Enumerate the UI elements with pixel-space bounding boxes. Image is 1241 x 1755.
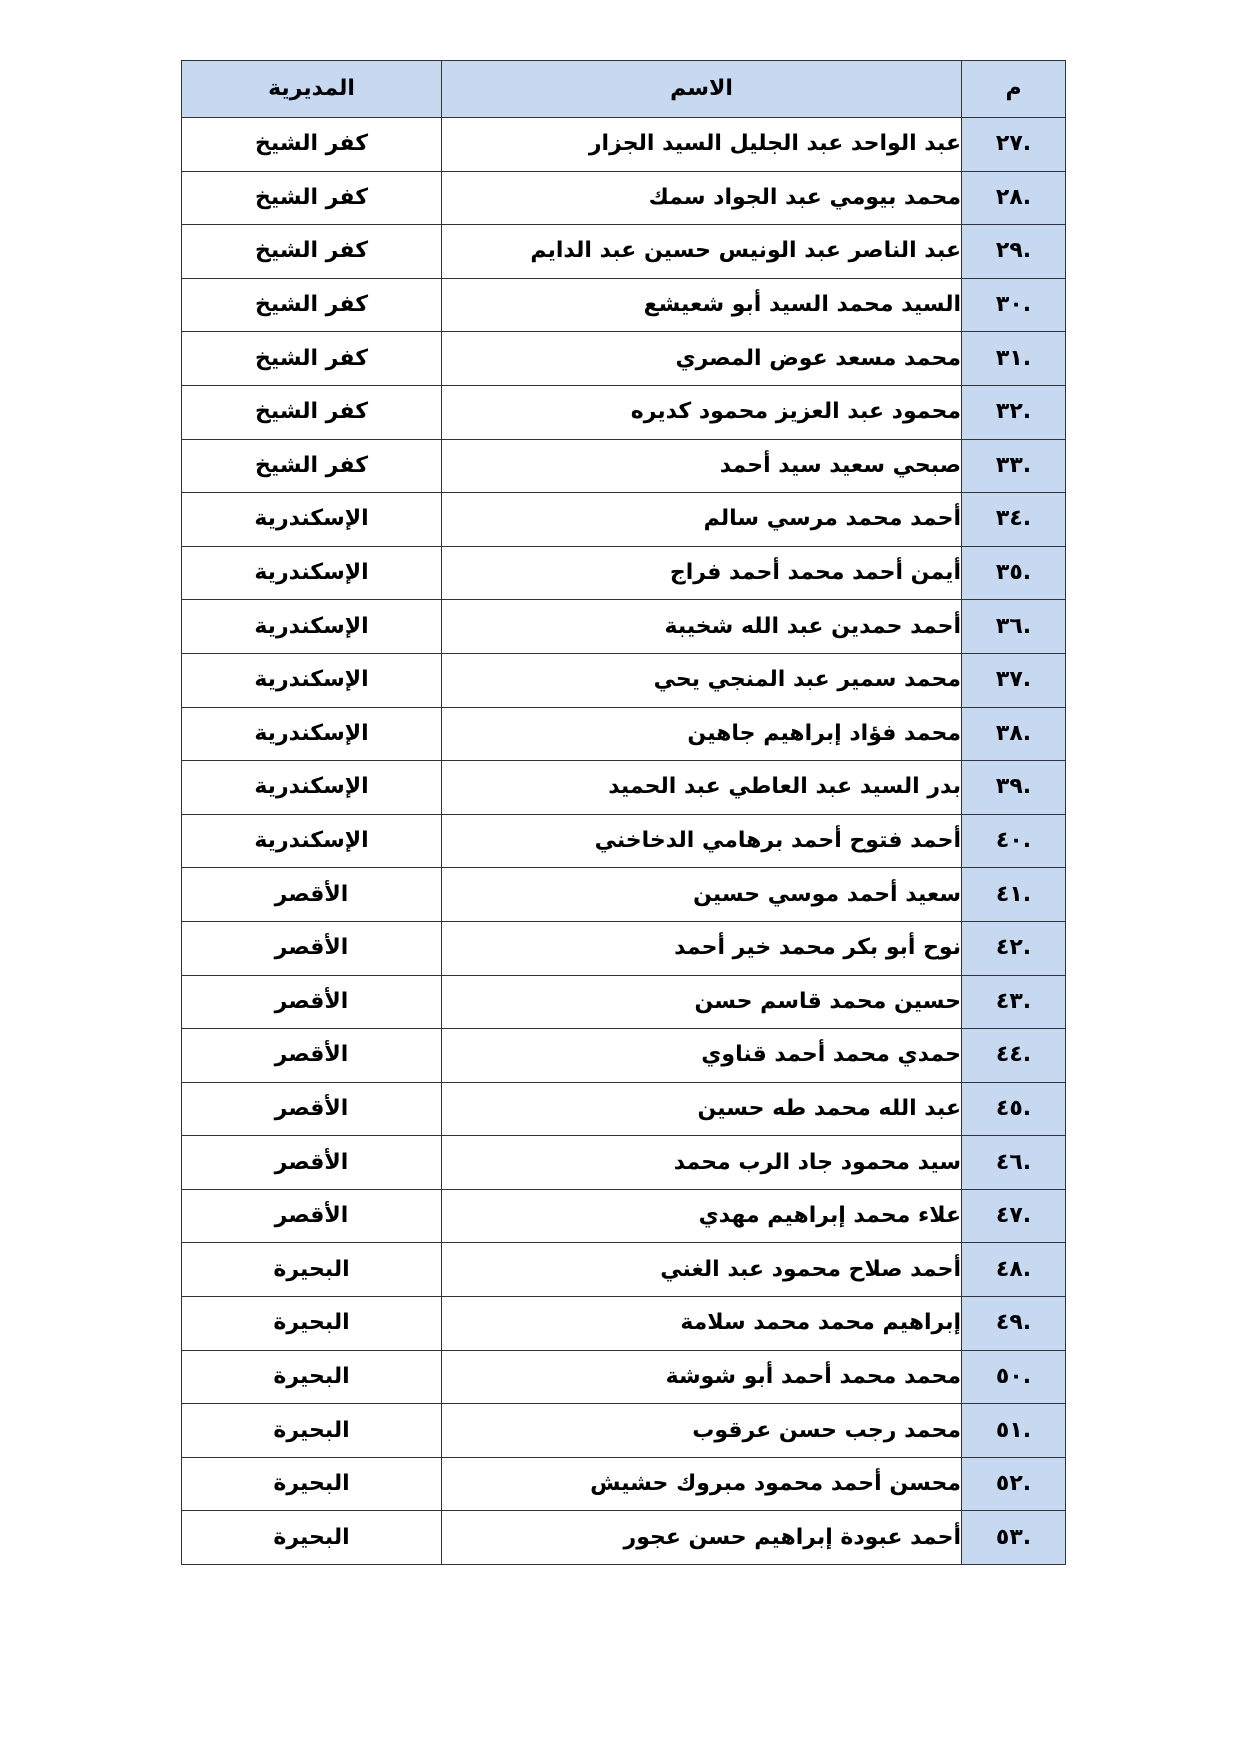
row-number: .٢٨ [962, 171, 1066, 225]
row-number: .٤٦ [962, 1136, 1066, 1190]
table-row [182, 385, 1066, 439]
row-directorate: الإسكندرية [182, 814, 442, 868]
header-number: م [962, 61, 1066, 118]
row-number: .٥٢ [962, 1457, 1066, 1511]
header-name: الاسم [442, 61, 962, 118]
row-name: سيد محمود جاد الرب محمد [442, 1136, 962, 1190]
row-name: أحمد فتوح أحمد برهامي الدخاخني [442, 814, 962, 868]
row-name: حسين محمد قاسم حسن [442, 975, 962, 1029]
row-name: محمد بيومي عبد الجواد سمك [442, 171, 962, 225]
table-row [182, 921, 1066, 975]
row-directorate: الإسكندرية [182, 653, 442, 707]
row-directorate: كفر الشيخ [182, 171, 442, 225]
row-directorate: الأقصر [182, 1029, 442, 1083]
row-number: .٤٢ [962, 921, 1066, 975]
table-row [182, 1136, 1066, 1190]
row-number: .٣٠ [962, 278, 1066, 332]
row-directorate: البحيرة [182, 1350, 442, 1404]
row-name: عبد الواحد عبد الجليل السيد الجزار [442, 118, 962, 172]
row-name: السيد محمد السيد أبو شعيشع [442, 278, 962, 332]
table-row [182, 653, 1066, 707]
row-number: .٢٧ [962, 118, 1066, 172]
table-row [182, 707, 1066, 761]
row-directorate: كفر الشيخ [182, 439, 442, 493]
row-directorate: كفر الشيخ [182, 278, 442, 332]
table-row [182, 600, 1066, 654]
row-name: بدر السيد عبد العاطي عبد الحميد [442, 761, 962, 815]
row-directorate: الإسكندرية [182, 546, 442, 600]
row-number: .٥٣ [962, 1511, 1066, 1565]
table-row [182, 546, 1066, 600]
row-directorate: الأقصر [182, 1189, 442, 1243]
row-directorate: الإسكندرية [182, 707, 442, 761]
row-directorate: كفر الشيخ [182, 225, 442, 279]
row-directorate: الإسكندرية [182, 761, 442, 815]
row-directorate: الأقصر [182, 1136, 442, 1190]
row-directorate: البحيرة [182, 1511, 442, 1565]
row-number: .٣٨ [962, 707, 1066, 761]
table-body [182, 118, 1066, 1565]
table-row [182, 1243, 1066, 1297]
row-number: .٤٧ [962, 1189, 1066, 1243]
row-number: .٤٥ [962, 1082, 1066, 1136]
row-directorate: الأقصر [182, 975, 442, 1029]
row-directorate: البحيرة [182, 1457, 442, 1511]
row-number: .٤٤ [962, 1029, 1066, 1083]
row-name: محمد محمد أحمد أبو شوشة [442, 1350, 962, 1404]
row-number: .٣٤ [962, 493, 1066, 547]
row-name: محمد رجب حسن عرقوب [442, 1404, 962, 1458]
table-row [182, 814, 1066, 868]
table-row [182, 868, 1066, 922]
row-name: محمد سمير عبد المنجي يحي [442, 653, 962, 707]
table-row [182, 1350, 1066, 1404]
header-directorate: المديرية [182, 61, 442, 118]
table-row [182, 278, 1066, 332]
row-number: .٣٦ [962, 600, 1066, 654]
table-row [182, 1404, 1066, 1458]
row-name: أحمد صلاح محمود عبد الغني [442, 1243, 962, 1297]
table-row [182, 493, 1066, 547]
row-directorate: البحيرة [182, 1404, 442, 1458]
row-number: .٢٩ [962, 225, 1066, 279]
row-name: عبد الله محمد طه حسين [442, 1082, 962, 1136]
row-number: .٤٣ [962, 975, 1066, 1029]
table-row [182, 1189, 1066, 1243]
row-number: .٣٣ [962, 439, 1066, 493]
row-name: محمد فؤاد إبراهيم جاهين [442, 707, 962, 761]
table-row [182, 975, 1066, 1029]
row-directorate: الأقصر [182, 1082, 442, 1136]
row-name: محمود عبد العزيز محمود كديره [442, 385, 962, 439]
row-name: علاء محمد إبراهيم مهدي [442, 1189, 962, 1243]
table-row [182, 1457, 1066, 1511]
table-row [182, 439, 1066, 493]
row-number: .٣٥ [962, 546, 1066, 600]
row-directorate: كفر الشيخ [182, 332, 442, 386]
row-name: أحمد حمدين عبد الله شخيبة [442, 600, 962, 654]
row-name: صبحي سعيد سيد أحمد [442, 439, 962, 493]
row-directorate: الأقصر [182, 868, 442, 922]
row-number: .٤١ [962, 868, 1066, 922]
row-directorate: كفر الشيخ [182, 385, 442, 439]
header-row [182, 61, 1066, 118]
row-number: .٤٨ [962, 1243, 1066, 1297]
row-directorate: البحيرة [182, 1243, 442, 1297]
row-name: إبراهيم محمد محمد سلامة [442, 1297, 962, 1351]
table-row [182, 1511, 1066, 1565]
table-row [182, 225, 1066, 279]
row-number: .٥٠ [962, 1350, 1066, 1404]
row-number: .٣٢ [962, 385, 1066, 439]
row-name: محمد مسعد عوض المصري [442, 332, 962, 386]
row-directorate: الإسكندرية [182, 600, 442, 654]
table-header [182, 61, 1066, 118]
row-directorate: كفر الشيخ [182, 118, 442, 172]
row-name: أحمد عبودة إبراهيم حسن عجور [442, 1511, 962, 1565]
table-row [182, 332, 1066, 386]
row-name: سعيد أحمد موسي حسين [442, 868, 962, 922]
table-row [182, 118, 1066, 172]
table-row [182, 1029, 1066, 1083]
row-number: .٤٩ [962, 1297, 1066, 1351]
table-row [182, 171, 1066, 225]
row-name: أيمن أحمد محمد أحمد فراج [442, 546, 962, 600]
row-directorate: الإسكندرية [182, 493, 442, 547]
row-directorate: البحيرة [182, 1297, 442, 1351]
row-number: .٣٧ [962, 653, 1066, 707]
row-number: .٣١ [962, 332, 1066, 386]
row-name: أحمد محمد مرسي سالم [442, 493, 962, 547]
document-page [181, 60, 1065, 1565]
row-number: .٤٠ [962, 814, 1066, 868]
row-name: حمدي محمد أحمد قناوي [442, 1029, 962, 1083]
names-table [181, 60, 1066, 1565]
table-row [182, 761, 1066, 815]
row-directorate: الأقصر [182, 921, 442, 975]
row-name: عبد الناصر عبد الونيس حسين عبد الدايم [442, 225, 962, 279]
row-name: نوح أبو بكر محمد خير أحمد [442, 921, 962, 975]
row-number: .٣٩ [962, 761, 1066, 815]
row-name: محسن أحمد محمود مبروك حشيش [442, 1457, 962, 1511]
table-row [182, 1082, 1066, 1136]
row-number: .٥١ [962, 1404, 1066, 1458]
table-row [182, 1297, 1066, 1351]
